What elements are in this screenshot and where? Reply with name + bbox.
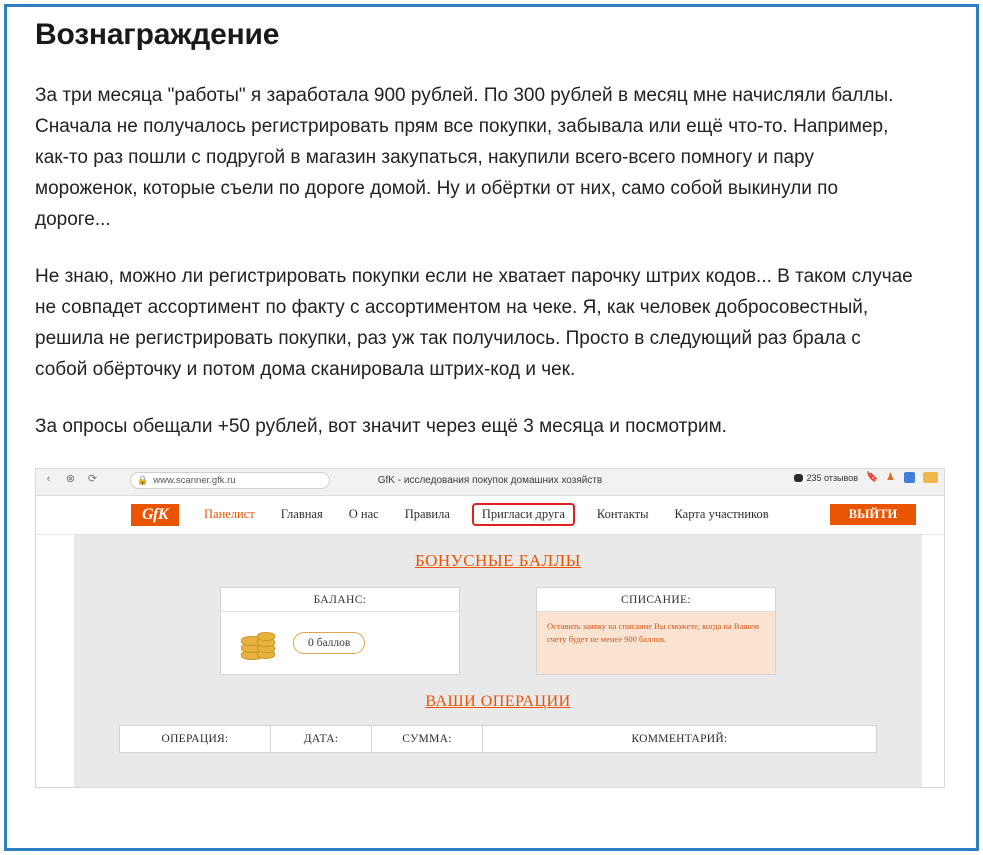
extension-icon-1[interactable] xyxy=(904,472,915,483)
balance-card-header: БАЛАНС: xyxy=(221,588,459,612)
column-comment: КОММЕНТАРИЙ: xyxy=(631,733,728,745)
writeoff-card-header: СПИСАНИЕ: xyxy=(537,588,775,612)
balance-card xyxy=(220,587,460,675)
bookmark-icon[interactable]: 🔖 xyxy=(866,472,879,483)
operations-heading: ВАШИ ОПЕРАЦИИ xyxy=(425,693,571,710)
browser-toolbar xyxy=(36,469,944,496)
column-sum: СУММА: xyxy=(372,726,483,752)
address-bar-url: www.scanner.gfk.ru xyxy=(153,475,236,486)
browser-toolbar-right xyxy=(794,472,938,483)
cards-row xyxy=(74,587,922,675)
embedded-browser-screenshot xyxy=(35,468,945,788)
person-icon[interactable]: ♟ xyxy=(886,472,895,483)
extension-icon-2[interactable] xyxy=(923,472,938,483)
site-content xyxy=(36,535,944,788)
balance-card-body xyxy=(221,612,459,674)
article-paragraph-1: За три месяца "работы" я заработала 900 рублей. По 300 рублей в месяц мне начисляли баллы. Сначала не получалось регистрировать прям все покупки, забывала или ещё что-то. Например, как-то раз пошли с подругой в магазин закупаться, накупили всего-всего помногу и пару мороженок, которые съели по дороге домой. Ну и обёртки от них, само собой выкинули по дороге... xyxy=(35,85,894,230)
nav-item-rules[interactable]: Правила xyxy=(404,507,450,521)
nav-item-about[interactable]: О нас xyxy=(348,507,379,521)
writeoff-card xyxy=(536,587,776,675)
operations-table-header xyxy=(119,725,877,753)
nav-item-invite-friend[interactable]: Пригласи друга xyxy=(472,503,575,526)
site-nav-items xyxy=(204,507,769,522)
speech-bubble-icon xyxy=(794,474,803,482)
writeoff-note: Оставить заявку на списание Вы сможете, когда на Вашем счету будет не менее 900 баллов. xyxy=(537,612,775,674)
reviews-badge[interactable] xyxy=(794,473,858,483)
reviews-count-label: 235 отзывов xyxy=(806,472,858,483)
column-operation: ОПЕРАЦИЯ: xyxy=(120,726,271,752)
article-paragraph-3: За опросы обещали +50 рублей, вот значит через ещё 3 месяца и посмотрим. xyxy=(35,416,727,437)
nav-item-home[interactable]: Главная xyxy=(280,507,323,521)
lock-icon: 🔒 xyxy=(137,475,149,485)
site-logo[interactable]: GfK xyxy=(131,504,179,526)
article-paragraph-2: Не знаю, можно ли регистрировать покупки если не хватает парочку штрих кодов... В таком случае не совпадет ассортимент по факту с ассортиментом на чеке. Я, как человек добросовестный, решила не регистрировать покупки, раз уж так получилось. Просто в следующий раз брала с собой обёрточку и потом дома сканировала штрих-код и чек. xyxy=(35,266,913,380)
bonus-points-heading: БОНУСНЫЕ БАЛЛЫ xyxy=(414,551,581,570)
back-arrow-icon[interactable]: ‹ xyxy=(46,473,51,485)
reload-icon[interactable]: ⟳ xyxy=(87,473,98,485)
nav-item-participants-map[interactable]: Карта участников xyxy=(674,507,769,521)
nav-item-panelist[interactable]: Панелист xyxy=(204,507,255,521)
page-title: Вознаграждение xyxy=(35,18,280,51)
nav-item-contacts[interactable]: Контакты xyxy=(596,507,649,521)
stop-icon[interactable]: ⊗ xyxy=(65,473,76,485)
logout-button[interactable]: ВЫЙТИ xyxy=(830,504,916,525)
writeoff-card-body xyxy=(537,612,775,674)
balance-value: 0 баллов xyxy=(293,632,365,654)
site-navbar xyxy=(36,496,944,535)
browser-tab-title: GfK - исследования покупок домашних хозяйств xyxy=(377,475,603,486)
article-content xyxy=(35,18,957,847)
column-date: ДАТА: xyxy=(271,726,372,752)
coins-icon xyxy=(239,626,277,660)
